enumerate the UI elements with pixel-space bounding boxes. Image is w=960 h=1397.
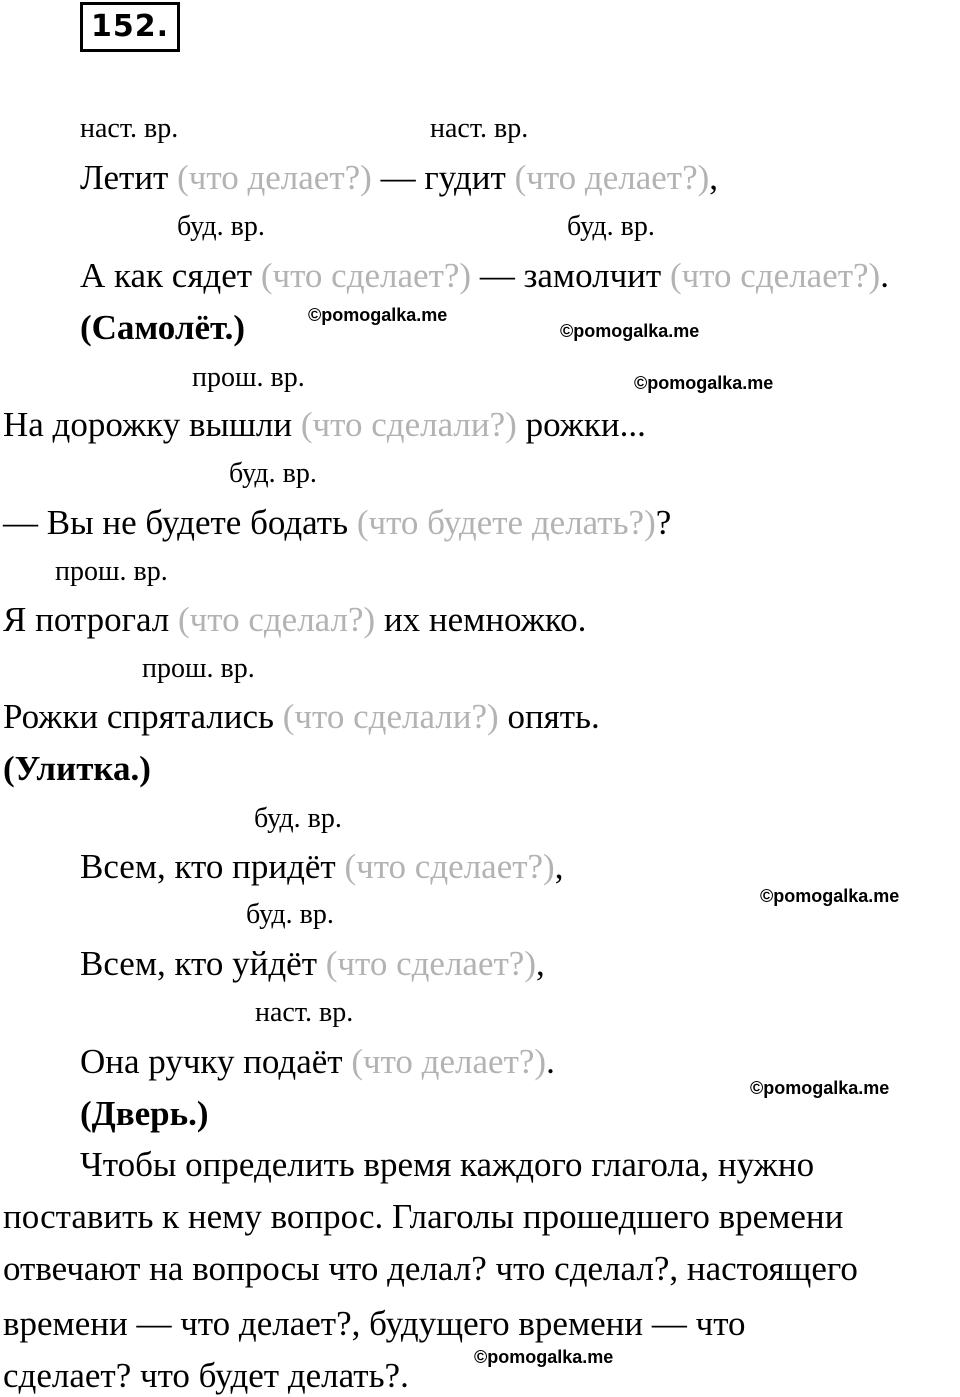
- verb-text: — Вы не будете бодать: [3, 503, 349, 542]
- punctuation: .: [880, 256, 889, 295]
- watermark: ©pomogalka.me: [750, 1078, 890, 1098]
- watermark: ©pomogalka.me: [760, 886, 900, 906]
- verb-text: Всем, кто придёт: [80, 847, 336, 886]
- verb-text: опять.: [507, 697, 600, 736]
- verb-text: Всем, кто уйдёт: [80, 944, 317, 983]
- tense-annotation: наст. вр.: [80, 113, 179, 144]
- tense-annotation: буд. вр.: [567, 211, 655, 242]
- verb-text: — гудит: [380, 158, 506, 197]
- punctuation: .: [546, 1042, 555, 1081]
- poem-line: [3, 600, 586, 640]
- poem-line: [80, 1042, 555, 1082]
- poem-line: [3, 405, 646, 445]
- tense-annotation: буд. вр.: [246, 899, 334, 930]
- watermark: ©pomogalka.me: [474, 1347, 614, 1367]
- tense-annotation: буд. вр.: [254, 803, 342, 834]
- verb-text: На дорожку вышли: [3, 405, 293, 444]
- question-hint: (что делает?): [351, 1042, 547, 1081]
- tense-annotation: прош. вр.: [142, 653, 255, 684]
- explanation-line: поставить к нему вопрос. Глаголы прошедшего времени: [3, 1197, 844, 1236]
- punctuation: ,: [536, 944, 545, 983]
- riddle-answer: (Самолёт.): [80, 308, 245, 347]
- punctuation: ,: [709, 158, 719, 197]
- question-hint: (что сделали?): [282, 697, 499, 736]
- tense-annotation: прош. вр.: [192, 362, 305, 393]
- verb-text: — замолчит: [479, 256, 662, 295]
- riddle-answer: (Дверь.): [80, 1094, 209, 1133]
- watermark: ©pomogalka.me: [634, 373, 774, 393]
- question-hint: (что сделает?): [669, 256, 881, 295]
- verb-text: А как сядет: [80, 256, 253, 295]
- tense-annotation: прош. вр.: [55, 556, 168, 587]
- question-hint: (что делает?): [514, 158, 710, 197]
- question-hint: (что сделает?): [344, 847, 555, 886]
- question-hint: (что сделает?): [260, 256, 472, 295]
- exercise-number: 152.: [80, 2, 180, 52]
- question-hint: (что сделали?): [300, 405, 517, 444]
- poem-line: [80, 256, 889, 296]
- verb-text: Она ручку подаёт: [80, 1042, 343, 1081]
- poem-line: [80, 847, 563, 887]
- verb-text: Я потрогал: [3, 600, 170, 639]
- riddle-answer: (Улитка.): [3, 749, 151, 788]
- punctuation: ,: [554, 847, 564, 886]
- tense-annotation: буд. вр.: [177, 211, 265, 242]
- question-hint: (что сделал?): [178, 600, 376, 639]
- explanation-line: времени — что делает?, будущего времени — что: [3, 1304, 746, 1343]
- poem-line: [80, 944, 545, 984]
- tense-annotation: буд. вр.: [229, 458, 317, 489]
- explanation-line: отвечают на вопросы что делал? что сделал?, настоящего: [3, 1249, 858, 1288]
- poem-line: [80, 158, 718, 198]
- verb-text: рожки...: [525, 405, 646, 444]
- punctuation: ?: [655, 503, 672, 542]
- question-hint: (что делает?): [177, 158, 372, 197]
- verb-text: Летит: [80, 158, 169, 197]
- verb-text: Рожки спрятались: [3, 697, 275, 736]
- watermark: ©pomogalka.me: [560, 321, 700, 341]
- question-hint: (что будете делать?): [356, 503, 656, 542]
- tense-annotation: наст. вр.: [255, 997, 354, 1028]
- poem-line: [3, 697, 600, 737]
- tense-annotation: наст. вр.: [430, 113, 529, 144]
- explanation-line: Чтобы определить время каждого глагола, нужно: [80, 1145, 815, 1184]
- poem-line: [3, 503, 671, 543]
- watermark: ©pomogalka.me: [308, 305, 448, 325]
- verb-text: их немножко.: [383, 600, 587, 639]
- explanation-line: сделает? что будет делать?.: [3, 1356, 409, 1395]
- question-hint: (что сделает?): [325, 944, 536, 983]
